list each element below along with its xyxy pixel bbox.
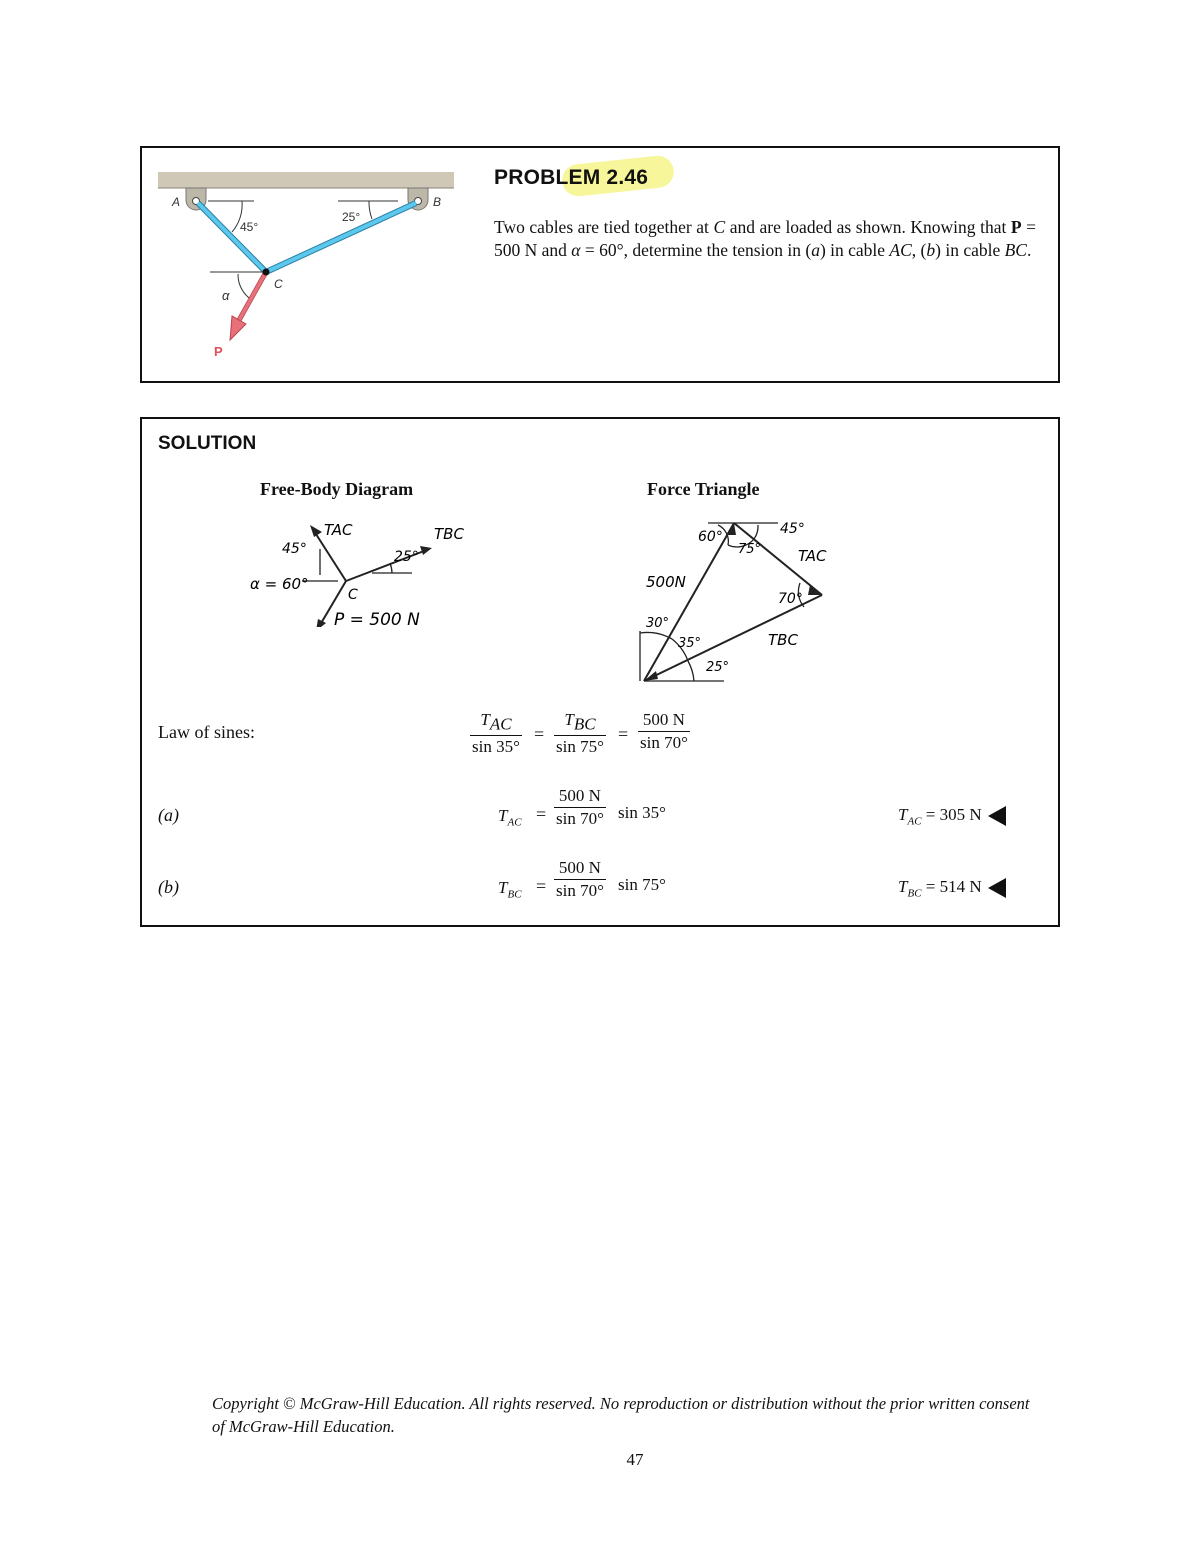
label-c: C [274, 277, 283, 291]
var-t: T [480, 710, 490, 729]
fraction-numerator [470, 709, 522, 736]
fbd-25-label: 25° [394, 549, 419, 565]
fraction-denominator: sin 70° [640, 733, 688, 752]
text-segment: and are loaded as shown. Knowing that [725, 217, 1011, 237]
part-b-label: (b) [158, 877, 179, 897]
fraction-tbc-sin75 [554, 709, 606, 758]
subscript-bc: BC [907, 887, 922, 900]
cable-bc [266, 203, 416, 272]
problem-title: PROBLEM 2.46 [494, 166, 649, 189]
fbd-tbc-arrowhead-icon [420, 546, 432, 555]
var-t: T [498, 878, 508, 897]
law-of-sines-label: Law of sines: [158, 722, 255, 742]
fbd-c-label: C [348, 587, 358, 603]
part-a-lhs [498, 806, 522, 828]
fraction-denominator: sin 75° [556, 737, 604, 757]
text-segment: = 60°, determine the tension in ( [580, 240, 812, 260]
equals-sign: = [536, 804, 547, 824]
text-segment: Two cables are tied together at [494, 217, 714, 237]
load-arrow [238, 272, 266, 322]
fraction-numerator: 500 N [554, 785, 606, 808]
fraction-denominator: sin 70° [556, 809, 604, 828]
answer-a-value: = 305 N [925, 805, 982, 824]
triangle-70-label: 70° [778, 591, 803, 607]
force-triangle-title: Force Triangle [647, 479, 760, 499]
fbd-45-label: 45° [282, 541, 307, 557]
triangle-tac-arrowhead-icon [808, 585, 822, 595]
triangle-45-label: 45° [780, 521, 805, 537]
triangle-75-label: 75° [738, 542, 762, 557]
triangle-60-label: 60° [698, 529, 723, 545]
part-a-marker: a [811, 240, 820, 260]
triangle-arc-30 [640, 632, 672, 639]
triangle-25-label: 25° [706, 660, 730, 675]
fraction-numerator: 500 N [638, 709, 690, 732]
var-t: T [498, 806, 508, 825]
fraction-500-sin70-a [554, 785, 606, 830]
label-alpha: α [222, 288, 230, 303]
part-a-label: (a) [158, 805, 179, 825]
triangle-tbc-label: TBC [768, 631, 798, 649]
triangle-load-arrowhead-icon [726, 523, 736, 535]
triangle-load-label: 500N [646, 573, 686, 591]
answer-b-value: = 514 N [925, 877, 982, 896]
fraction-500-sin70-b [554, 857, 606, 902]
problem-figure [142, 148, 482, 378]
fraction-numerator: 500 N [554, 857, 606, 880]
ceiling [158, 172, 454, 188]
fraction-denominator: sin 35° [472, 737, 520, 757]
subscript-bc: BC [573, 714, 596, 734]
problem-statement [494, 216, 1036, 262]
triangle-30-label: 30° [646, 616, 670, 631]
answer-marker-icon [988, 878, 1006, 898]
angle-label-45: 45° [240, 220, 259, 234]
label-b: B [433, 195, 442, 209]
subscript-ac: AC [489, 714, 512, 734]
equals-sign: = [536, 876, 547, 896]
text-segment: , ( [911, 240, 927, 260]
equals-sign: = [618, 724, 629, 744]
triangle-35-label: 35° [678, 636, 702, 651]
fbd-tbc-label: TBC [434, 525, 464, 543]
part-b-factor: sin 75° [618, 875, 666, 894]
angle-label-25: 25° [342, 210, 361, 224]
var-t: T [898, 805, 908, 824]
alpha-symbol: α [571, 240, 581, 260]
solution-title: SOLUTION [158, 433, 257, 454]
triangle-tac-label: TAC [798, 547, 827, 565]
cable-bc-ref: BC [1004, 240, 1027, 260]
fbd-p-arrowhead-icon [316, 619, 326, 627]
answer-marker-icon [988, 806, 1006, 826]
solution-box [140, 417, 1060, 927]
triangle-arc-45 [754, 525, 758, 539]
var-t: T [898, 877, 908, 896]
load-arrowhead-icon [230, 316, 246, 340]
fbd-p-label: P = 500 N [334, 610, 420, 627]
fbd-title: Free-Body Diagram [260, 479, 414, 499]
subscript-bc: BC [507, 888, 522, 901]
joint-c-icon [263, 269, 270, 276]
triangle-arc-25 [688, 661, 694, 681]
copyright-notice: Copyright © McGraw-Hill Education. All rights reserved. No reproduction or distribution without the prior written consent of McGraw-Hill Education. [212, 1394, 1030, 1436]
var-t: T [564, 710, 574, 729]
triangle-load-side [644, 523, 734, 681]
subscript-ac: AC [907, 815, 922, 828]
part-b-marker: b [926, 240, 936, 260]
part-b-lhs [498, 878, 522, 900]
load-symbol: P [1010, 217, 1022, 237]
free-body-diagram [242, 517, 482, 627]
fbd-tac-label: TAC [324, 521, 353, 539]
answer-b [898, 877, 1006, 899]
fraction-500-sin70 [638, 709, 690, 754]
force-triangle-diagram [628, 515, 838, 687]
subscript-ac: AC [507, 816, 522, 829]
fbd-arc-25 [390, 563, 392, 573]
answer-a [898, 805, 1006, 827]
label-p: P [214, 344, 223, 359]
page-number: 47 [626, 1450, 644, 1469]
angle-arc-25 [369, 201, 372, 219]
point-c: C [713, 217, 726, 237]
fraction-tac-sin35 [470, 709, 522, 758]
cable-ac [198, 203, 266, 272]
text-segment: ) in cable [935, 240, 1005, 260]
text-segment: = 500 N and [494, 217, 1036, 260]
problem-box [140, 146, 1060, 383]
fraction-denominator: sin 70° [556, 881, 604, 900]
fbd-tac-arrowhead-icon [310, 525, 322, 537]
label-a: A [172, 195, 181, 209]
fbd-alpha-label: α = 60° [250, 575, 309, 593]
fraction-numerator [554, 709, 606, 736]
text-segment: ) in cable [819, 240, 890, 260]
text-segment: . [1026, 240, 1032, 260]
part-a-factor: sin 35° [618, 803, 666, 822]
equals-sign: = [534, 724, 545, 744]
cable-ac-ref: AC [889, 240, 912, 260]
